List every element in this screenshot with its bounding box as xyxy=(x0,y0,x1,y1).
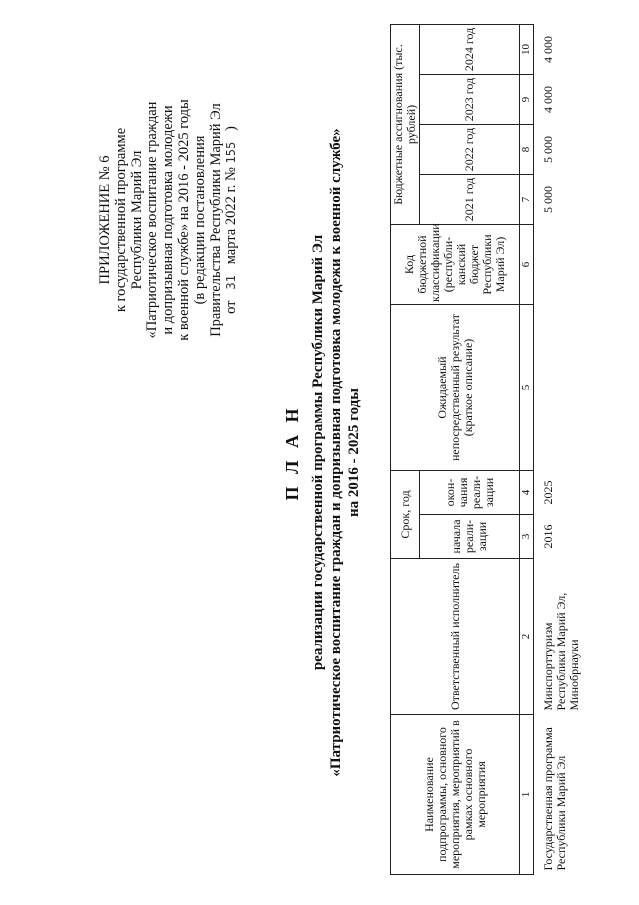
row-2023: 4 000 xyxy=(534,75,624,125)
column-number: 10 xyxy=(520,24,534,74)
appendix-date-number: 155 xyxy=(224,141,239,164)
appendix-date-suffix: ) xyxy=(223,126,240,131)
appendix-line: Республики Марий Эл xyxy=(128,150,145,290)
column-number: 3 xyxy=(520,515,534,559)
row-result xyxy=(534,305,624,471)
appendix-date-mid: марта 2022 г. № xyxy=(223,167,240,265)
header-year-2023: 2023 год xyxy=(420,75,520,125)
table-row xyxy=(534,24,624,874)
column-number: 1 xyxy=(520,715,534,875)
row-2021: 5 000 xyxy=(534,175,624,225)
header-name: Наименование подпрограммы, основного мероприятия, мероприятий в рамках основного мероприятия xyxy=(391,715,520,875)
appendix-block xyxy=(98,55,240,385)
column-number: 2 xyxy=(520,559,534,715)
appendix-line: (в редакции постановления xyxy=(191,135,208,305)
header-term-end: окон- чания реали- зации xyxy=(420,471,520,515)
header-year-2022: 2022 год xyxy=(420,125,520,175)
row-executor: Минспорттуризм Республики Марий Эл, Минобрнауки xyxy=(534,559,624,715)
row-2024: 4 000 xyxy=(534,24,624,74)
appendix-line: Правительства Республики Марий Эл xyxy=(207,103,224,337)
appendix-title: ПРИЛОЖЕНИЕ № 6 xyxy=(97,155,113,285)
column-number: 6 xyxy=(520,225,534,305)
plan-subtitle-2: «Патриотическое воспитание граждан и допризывная подготовка молодежи к военной службе» xyxy=(328,128,344,777)
column-number: 7 xyxy=(520,175,534,225)
header-year-2021: 2021 год xyxy=(420,175,520,225)
row-end: 2025 xyxy=(534,471,624,515)
plan-title: П Л А Н xyxy=(282,404,302,501)
appendix-line: и допризывная подготовка молодежи xyxy=(160,105,177,335)
header-executor: Ответственный исполнитель xyxy=(391,559,520,715)
header-term-start: начала реали- зации xyxy=(420,515,520,559)
plan-table xyxy=(390,24,623,875)
plan-subtitle-1: реализации государственной программы Республики Марий Эл xyxy=(310,234,326,671)
row-name: Государственная программа Республики Марий Эл xyxy=(534,715,624,875)
appendix-line: к государственной программе xyxy=(112,127,129,313)
appendix-date-prefix: от xyxy=(223,300,240,314)
column-number: 8 xyxy=(520,125,534,175)
appendix-date-line xyxy=(224,55,240,385)
header-code: Код бюджетной классификации (республи- канский бюджет Республики Марий Эл) xyxy=(391,225,520,305)
header-budget: Бюджетные ассигнования (тыс. рублей) xyxy=(391,24,420,224)
header-result: Ожидаемый непосредственный результат (краткое описание) xyxy=(391,305,520,471)
column-number-row xyxy=(520,24,534,874)
row-2022: 5 000 xyxy=(534,125,624,175)
row-code xyxy=(534,225,624,305)
column-number: 4 xyxy=(520,471,534,515)
appendix-line: к военной службе» на 2016 - 2025 годы xyxy=(175,99,192,341)
column-number: 9 xyxy=(520,75,534,125)
row-start: 2016 xyxy=(534,515,624,559)
appendix-line: «Патриотическое воспитание граждан xyxy=(144,101,161,339)
plan-subtitle-3: на 2016 - 2025 годы xyxy=(346,388,362,517)
header-year-2024: 2024 год xyxy=(420,24,520,74)
appendix-date-day: 31 xyxy=(224,275,239,290)
header-term: Срок, год xyxy=(391,471,420,559)
column-number: 5 xyxy=(520,305,534,471)
